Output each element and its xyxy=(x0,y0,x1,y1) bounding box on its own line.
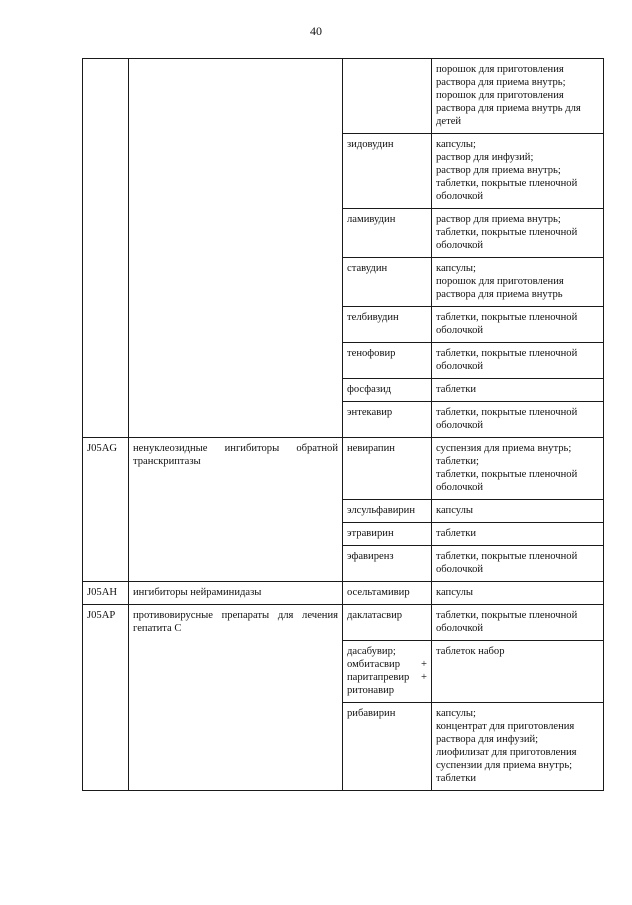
dosage-form-line: оболочкой xyxy=(436,564,484,575)
dosage-form-cell xyxy=(432,343,604,379)
dosage-form-cell xyxy=(432,402,604,438)
dosage-form-cell xyxy=(432,546,604,582)
dosage-form-cell xyxy=(432,438,604,500)
inn-line: дасабувир; xyxy=(347,646,396,657)
dosage-form-line: суспензии для приема внутрь; xyxy=(436,760,573,771)
inn-cell: рибавирин xyxy=(343,703,432,791)
inn-cell: этравирин xyxy=(343,523,432,546)
dosage-form-cell xyxy=(432,134,604,209)
inn-cell: тенофовир xyxy=(343,343,432,379)
dosage-form-line: капсулы xyxy=(436,505,474,516)
dosage-form-line: таблетки, покрытые пленочной xyxy=(436,227,578,238)
dosage-form-cell xyxy=(432,258,604,307)
table-row xyxy=(83,582,604,605)
atc-code-cell xyxy=(83,59,129,438)
dosage-form-cell xyxy=(432,500,604,523)
inn-cell: фосфазид xyxy=(343,379,432,402)
dosage-form-line: раствор для инфузий; xyxy=(436,152,534,163)
dosage-form-line: раствора для приема внутрь xyxy=(436,289,563,300)
inn-cell xyxy=(343,641,432,703)
dosage-form-line: оболочкой xyxy=(436,325,484,336)
atc-code-cell: J05AG xyxy=(83,438,129,582)
dosage-form-cell xyxy=(432,307,604,343)
dosage-form-line: оболочкой xyxy=(436,623,484,634)
dosage-form-line: оболочкой xyxy=(436,191,484,202)
atc-code-cell: J05AH xyxy=(83,582,129,605)
dosage-form-line: таблетки xyxy=(436,384,477,395)
dosage-form-line: суспензия для приема внутрь; xyxy=(436,443,572,454)
dosage-form-line: раствора для приема внутрь для xyxy=(436,103,581,114)
dosage-form-line: порошок для приготовления xyxy=(436,64,564,75)
inn-cell: ламивудин xyxy=(343,209,432,258)
dosage-form-line: капсулы; xyxy=(436,263,476,274)
dosage-form-line: таблеток набор xyxy=(436,646,505,657)
inn-cell: даклатасвир xyxy=(343,605,432,641)
dosage-form-line: таблетки, покрытые пленочной xyxy=(436,178,578,189)
dosage-form-line: раствора для приема внутрь; xyxy=(436,77,566,88)
inn-cell: зидовудин xyxy=(343,134,432,209)
dosage-form-line: капсулы xyxy=(436,587,474,598)
inn-cell xyxy=(343,59,432,134)
dosage-form-line: порошок для приготовления xyxy=(436,276,564,287)
atc-group-cell: противовирусные препараты для лечения гепатита C xyxy=(129,605,343,791)
dosage-form-line: оболочкой xyxy=(436,361,484,372)
dosage-form-cell xyxy=(432,582,604,605)
inn-cell: энтекавир xyxy=(343,402,432,438)
dosage-form-line: капсулы; xyxy=(436,708,476,719)
dosage-form-cell xyxy=(432,209,604,258)
dosage-form-line: раствор для приема внутрь; xyxy=(436,165,561,176)
dosage-form-line: детей xyxy=(436,116,462,127)
inn-cell: эфавиренз xyxy=(343,546,432,582)
dosage-form-line: капсулы; xyxy=(436,139,476,150)
drug-table xyxy=(82,58,604,791)
inn-line: ритонавир xyxy=(347,685,395,696)
dosage-form-line: таблетки xyxy=(436,528,477,539)
table-row xyxy=(83,605,604,641)
inn-cell: невирапин xyxy=(343,438,432,500)
inn-line: паритапревир + xyxy=(347,672,427,683)
atc-group-cell xyxy=(129,59,343,438)
dosage-form-line: лиофилизат для приготовления xyxy=(436,747,577,758)
dosage-form-cell xyxy=(432,379,604,402)
inn-cell: телбивудин xyxy=(343,307,432,343)
dosage-form-line: оболочкой xyxy=(436,420,484,431)
dosage-form-cell xyxy=(432,605,604,641)
dosage-form-line: раствора для инфузий; xyxy=(436,734,539,745)
dosage-form-line: оболочкой xyxy=(436,482,484,493)
dosage-form-line: таблетки; xyxy=(436,456,479,467)
dosage-form-line: таблетки, покрытые пленочной xyxy=(436,610,578,621)
dosage-form-line: таблетки, покрытые пленочной xyxy=(436,469,578,480)
page-number: 40 xyxy=(310,24,322,38)
table-row xyxy=(83,438,604,500)
dosage-form-line: таблетки, покрытые пленочной xyxy=(436,312,578,323)
dosage-form-cell xyxy=(432,59,604,134)
inn-line: омбитасвир + xyxy=(347,659,427,670)
dosage-form-line: таблетки, покрытые пленочной xyxy=(436,407,578,418)
inn-cell: осельтамивир xyxy=(343,582,432,605)
inn-cell: элсульфавирин xyxy=(343,500,432,523)
atc-group-cell: ненуклеозидные ингибиторы обратной транскриптазы xyxy=(129,438,343,582)
dosage-form-line: оболочкой xyxy=(436,240,484,251)
atc-group-cell: ингибиторы нейраминидазы xyxy=(129,582,343,605)
dosage-form-cell xyxy=(432,703,604,791)
dosage-form-cell xyxy=(432,523,604,546)
dosage-form-cell xyxy=(432,641,604,703)
dosage-form-line: таблетки xyxy=(436,773,477,784)
inn-cell: ставудин xyxy=(343,258,432,307)
dosage-form-line: раствор для приема внутрь; xyxy=(436,214,561,225)
atc-code-cell: J05AP xyxy=(83,605,129,791)
dosage-form-line: таблетки, покрытые пленочной xyxy=(436,551,578,562)
table-row xyxy=(83,59,604,134)
dosage-form-line: порошок для приготовления xyxy=(436,90,564,101)
dosage-form-line: таблетки, покрытые пленочной xyxy=(436,348,578,359)
dosage-form-line: концентрат для приготовления xyxy=(436,721,575,732)
